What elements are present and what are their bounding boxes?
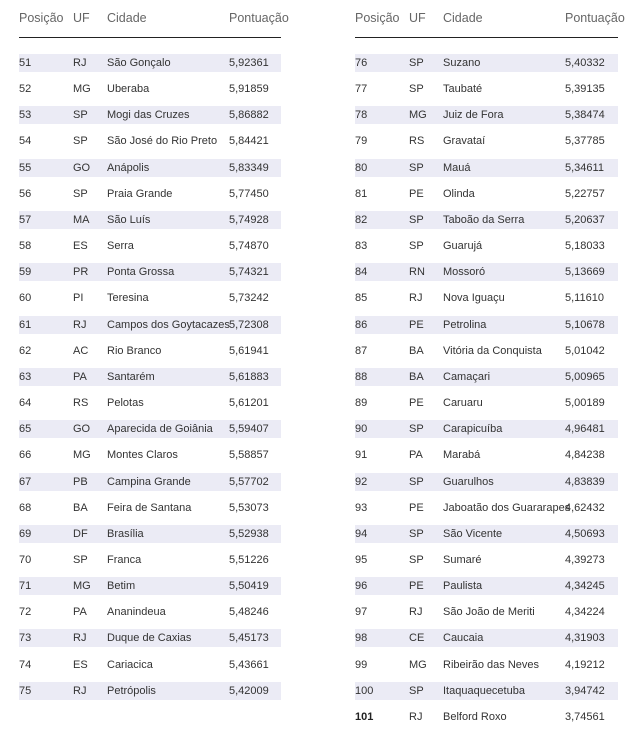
cell-uf: SP <box>409 684 424 697</box>
cell-city: Camaçari <box>443 370 491 383</box>
header-score: Pontuação <box>565 11 625 25</box>
cell-uf: PI <box>73 292 84 305</box>
table-row <box>355 52 618 78</box>
table-row <box>355 340 618 366</box>
cell-uf: DF <box>73 527 88 540</box>
cell-uf: AC <box>73 344 89 357</box>
cell-position: 74 <box>19 658 32 671</box>
cell-score: 5,00965 <box>565 370 605 383</box>
table-row <box>355 627 618 653</box>
cell-uf: SP <box>409 553 424 566</box>
cell-score: 5,74321 <box>229 266 269 279</box>
table-row <box>19 104 281 130</box>
cell-city: Aparecida de Goiânia <box>107 423 213 436</box>
cell-uf: RJ <box>73 684 87 697</box>
header-position: Posição <box>19 11 64 25</box>
cell-score: 4,34224 <box>565 606 605 619</box>
cell-position: 53 <box>19 109 32 122</box>
cell-position: 64 <box>19 397 32 410</box>
cell-score: 5,00189 <box>565 397 605 410</box>
table-row <box>355 418 618 444</box>
cell-position: 72 <box>19 606 32 619</box>
cell-position: 67 <box>19 475 32 488</box>
cell-uf: ES <box>73 658 88 671</box>
cell-position: 98 <box>355 632 368 645</box>
cell-score: 5,48246 <box>229 606 269 619</box>
cell-score: 5,22757 <box>565 187 605 200</box>
cell-position: 57 <box>19 213 32 226</box>
cell-position: 77 <box>355 83 368 96</box>
table-row <box>19 392 281 418</box>
cell-uf: PA <box>73 370 87 383</box>
table-row <box>355 523 618 549</box>
cell-uf: PE <box>409 580 424 593</box>
table-row <box>355 575 618 601</box>
cell-position: 73 <box>19 632 32 645</box>
cell-uf: MG <box>409 109 427 122</box>
cell-position: 100 <box>355 684 374 697</box>
table-header <box>355 0 625 38</box>
cell-city: Mogi das Cruzes <box>107 109 190 122</box>
table-row <box>19 575 281 601</box>
table-row <box>19 680 281 706</box>
cell-score: 5,61883 <box>229 370 269 383</box>
cell-position: 101 <box>355 710 374 723</box>
cell-uf: RJ <box>409 292 423 305</box>
table-row <box>19 444 281 470</box>
cell-position: 97 <box>355 606 368 619</box>
table-row <box>355 157 618 183</box>
cell-score: 5,45173 <box>229 632 269 645</box>
table-row <box>19 523 281 549</box>
cell-uf: MG <box>73 580 91 593</box>
cell-uf: SP <box>409 240 424 253</box>
cell-uf: SP <box>409 161 424 174</box>
cell-score: 4,84238 <box>565 449 605 462</box>
header-position: Posição <box>355 11 400 25</box>
cell-score: 5,59407 <box>229 423 269 436</box>
cell-city: Itaquaquecetuba <box>443 684 525 697</box>
cell-position: 81 <box>355 187 368 200</box>
cell-city: Franca <box>107 553 142 566</box>
cell-score: 4,19212 <box>565 658 605 671</box>
cell-position: 93 <box>355 501 368 514</box>
table-row <box>355 706 618 732</box>
cell-score: 5,91859 <box>229 83 269 96</box>
cell-position: 61 <box>19 318 32 331</box>
ranking-table-left <box>19 0 289 697</box>
table-row <box>355 549 618 575</box>
cell-score: 5,39135 <box>565 83 605 96</box>
cell-position: 95 <box>355 553 368 566</box>
cell-city: São Gonçalo <box>107 57 171 69</box>
cell-uf: PR <box>73 266 89 279</box>
cell-score: 5,86882 <box>229 109 269 122</box>
table-row <box>19 235 281 261</box>
cell-score: 4,34245 <box>565 580 605 593</box>
cell-position: 85 <box>355 292 368 305</box>
cell-position: 60 <box>19 292 32 305</box>
cell-score: 5,92361 <box>229 57 269 69</box>
cell-city: Caruaru <box>443 397 483 410</box>
cell-uf: RS <box>409 135 425 148</box>
table-row <box>355 366 618 392</box>
table-row <box>19 627 281 653</box>
cell-city: Paulista <box>443 580 483 593</box>
cell-position: 51 <box>19 57 32 69</box>
cell-position: 83 <box>355 240 368 253</box>
cell-position: 70 <box>19 553 32 566</box>
cell-position: 69 <box>19 527 32 540</box>
header-uf: UF <box>409 11 426 25</box>
table-row <box>19 130 281 156</box>
cell-uf: SP <box>73 553 88 566</box>
table-row <box>355 444 618 470</box>
cell-city: Marabá <box>443 449 481 462</box>
cell-position: 96 <box>355 580 368 593</box>
table-row <box>19 78 281 104</box>
cell-city: Santarém <box>107 370 155 383</box>
cell-score: 5,37785 <box>565 135 605 148</box>
cell-score: 5,38474 <box>565 109 605 122</box>
cell-score: 5,18033 <box>565 240 605 253</box>
cell-city: São José do Rio Preto <box>107 135 218 148</box>
cell-city: Pelotas <box>107 397 144 410</box>
cell-city: Mossoró <box>443 266 486 279</box>
cell-city: Suzano <box>443 57 481 69</box>
cell-city: São Vicente <box>443 527 503 540</box>
cell-uf: PE <box>409 187 424 200</box>
cell-uf: PE <box>409 318 424 331</box>
cell-city: Campina Grande <box>107 475 191 488</box>
table-row <box>355 314 618 340</box>
cell-score: 5,58857 <box>229 449 269 462</box>
cell-city: Mauá <box>443 161 471 174</box>
cell-score: 5,61201 <box>229 397 269 410</box>
cell-city: Ponta Grossa <box>107 266 175 279</box>
cell-city: Guarujá <box>443 240 483 253</box>
cell-uf: SP <box>409 423 424 436</box>
cell-position: 65 <box>19 423 32 436</box>
table-row <box>355 287 618 313</box>
cell-position: 99 <box>355 658 368 671</box>
cell-position: 68 <box>19 501 32 514</box>
cell-position: 88 <box>355 370 368 383</box>
cell-uf: BA <box>409 344 424 357</box>
cell-score: 4,31903 <box>565 632 605 645</box>
cell-position: 79 <box>355 135 368 148</box>
cell-uf: SP <box>409 57 424 69</box>
cell-position: 63 <box>19 370 32 383</box>
cell-position: 90 <box>355 423 368 436</box>
cell-city: Ananindeua <box>107 606 166 619</box>
table-row <box>355 78 618 104</box>
cell-uf: SP <box>409 527 424 540</box>
cell-position: 66 <box>19 449 32 462</box>
cell-uf: MA <box>73 213 90 226</box>
cell-score: 5,53073 <box>229 501 269 514</box>
cell-score: 5,11610 <box>565 292 604 305</box>
cell-city: Rio Branco <box>107 344 162 357</box>
table-row <box>355 183 618 209</box>
cell-city: Serra <box>107 240 134 253</box>
ranking-table-right <box>355 0 625 723</box>
table-row <box>19 497 281 523</box>
cell-position: 75 <box>19 684 32 697</box>
cell-position: 80 <box>355 161 368 174</box>
cell-position: 54 <box>19 135 32 148</box>
table-row <box>355 601 618 627</box>
cell-uf: BA <box>73 501 88 514</box>
cell-city: Belford Roxo <box>443 710 507 723</box>
cell-score: 5,84421 <box>229 135 269 148</box>
cell-uf: PA <box>409 449 423 462</box>
table-row <box>19 183 281 209</box>
cell-uf: ES <box>73 240 88 253</box>
cell-position: 62 <box>19 344 32 357</box>
cell-uf: RN <box>409 266 425 279</box>
cell-score: 4,39273 <box>565 553 605 566</box>
cell-uf: MG <box>409 658 427 671</box>
table-row <box>19 157 281 183</box>
cell-city: São João de Meriti <box>443 606 535 619</box>
cell-score: 5,77450 <box>229 187 269 200</box>
cell-city: Olinda <box>443 187 475 200</box>
cell-score: 5,74870 <box>229 240 269 253</box>
cell-uf: SP <box>73 109 88 122</box>
cell-position: 71 <box>19 580 32 593</box>
cell-position: 78 <box>355 109 368 122</box>
table-row <box>19 340 281 366</box>
header-city: Cidade <box>443 11 483 25</box>
cell-score: 5,01042 <box>565 344 605 357</box>
cell-city: Petrolina <box>443 318 487 331</box>
cell-score: 5,72308 <box>229 318 269 331</box>
cell-city: Brasília <box>107 527 144 540</box>
table-row <box>19 654 281 680</box>
header-uf: UF <box>73 11 90 25</box>
cell-city: Uberaba <box>107 83 150 96</box>
cell-city: Guarulhos <box>443 475 494 488</box>
cell-city: Cariacica <box>107 658 153 671</box>
cell-uf: SP <box>73 135 88 148</box>
cell-score: 5,57702 <box>229 475 269 488</box>
table-row <box>355 392 618 418</box>
cell-position: 91 <box>355 449 368 462</box>
cell-position: 92 <box>355 475 368 488</box>
cell-score: 4,50693 <box>565 527 605 540</box>
cell-city: São Luís <box>107 213 151 226</box>
cell-city: Caucaia <box>443 632 484 645</box>
table-row <box>19 549 281 575</box>
cell-score: 5,50419 <box>229 580 269 593</box>
table-row <box>19 471 281 497</box>
cell-score: 5,74928 <box>229 213 269 226</box>
cell-city: Teresina <box>107 292 149 305</box>
cell-uf: RJ <box>73 57 87 69</box>
cell-score: 5,73242 <box>229 292 269 305</box>
cell-position: 56 <box>19 187 32 200</box>
cell-score: 5,43661 <box>229 658 269 671</box>
header-city: Cidade <box>107 11 147 25</box>
cell-uf: SP <box>409 213 424 226</box>
cell-city: Taubaté <box>443 83 483 96</box>
cell-city: Duque de Caxias <box>107 632 192 645</box>
table-row <box>355 104 618 130</box>
table-row <box>355 209 618 235</box>
table-body <box>19 52 281 706</box>
table-row <box>19 287 281 313</box>
table-row <box>19 366 281 392</box>
table-row <box>355 497 618 523</box>
cell-city: Vitória da Conquista <box>443 344 542 357</box>
table-row <box>355 680 618 706</box>
cell-position: 94 <box>355 527 368 540</box>
table-row <box>19 601 281 627</box>
table-row <box>355 235 618 261</box>
cell-position: 89 <box>355 397 368 410</box>
cell-uf: CE <box>409 632 425 645</box>
cell-uf: BA <box>409 370 424 383</box>
cell-position: 55 <box>19 161 32 174</box>
cell-city: Nova Iguaçu <box>443 292 505 305</box>
table-row <box>355 471 618 497</box>
cell-uf: RS <box>73 397 89 410</box>
cell-city: Betim <box>107 580 136 593</box>
cell-score: 5,83349 <box>229 161 269 174</box>
cell-score: 3,74561 <box>565 710 605 723</box>
table-header <box>19 0 289 38</box>
table-row <box>19 209 281 235</box>
cell-position: 82 <box>355 213 368 226</box>
cell-city: Montes Claros <box>107 449 178 462</box>
cell-score: 4,96481 <box>565 423 605 436</box>
cell-score: 5,40332 <box>565 57 605 69</box>
table-row <box>19 314 281 340</box>
cell-score: 5,61941 <box>229 344 269 357</box>
cell-uf: PE <box>409 501 424 514</box>
cell-score: 5,42009 <box>229 684 269 697</box>
cell-uf: MG <box>73 83 91 96</box>
cell-position: 58 <box>19 240 32 253</box>
cell-city: Gravataí <box>443 135 486 148</box>
cell-position: 87 <box>355 344 368 357</box>
table-row <box>355 130 618 156</box>
cell-uf: SP <box>409 475 424 488</box>
cell-position: 84 <box>355 266 368 279</box>
cell-position: 52 <box>19 83 32 96</box>
cell-uf: SP <box>409 83 424 96</box>
cell-city: Campos dos Goytacazes <box>107 318 230 331</box>
cell-score: 4,83839 <box>565 475 605 488</box>
cell-uf: RJ <box>409 606 423 619</box>
table-row <box>355 654 618 680</box>
table-row <box>355 261 618 287</box>
cell-score: 5,51226 <box>229 553 269 566</box>
cell-score: 4,62432 <box>565 501 605 514</box>
cell-uf: MG <box>73 449 91 462</box>
cell-uf: RJ <box>73 632 87 645</box>
table-body <box>355 52 618 732</box>
table-row <box>19 418 281 444</box>
cell-city: Feira de Santana <box>107 501 192 514</box>
cell-position: 76 <box>355 57 368 69</box>
cell-city: Anápolis <box>107 161 150 174</box>
cell-score: 5,20637 <box>565 213 605 226</box>
cell-city: Praia Grande <box>107 187 173 200</box>
cell-uf: SP <box>73 187 88 200</box>
cell-city: Jaboatão dos Guararapes <box>443 501 571 514</box>
cell-uf: PB <box>73 475 88 488</box>
header-score: Pontuação <box>229 11 289 25</box>
cell-city: Ribeirão das Neves <box>443 658 539 671</box>
cell-score: 5,34611 <box>565 161 604 174</box>
cell-score: 5,10678 <box>565 318 605 331</box>
cell-score: 3,94742 <box>565 684 605 697</box>
table-row <box>19 52 281 78</box>
cell-position: 86 <box>355 318 368 331</box>
cell-city: Petrópolis <box>107 684 156 697</box>
cell-uf: RJ <box>409 710 423 723</box>
cell-uf: RJ <box>73 318 87 331</box>
cell-city: Juiz de Fora <box>443 109 504 122</box>
cell-uf: GO <box>73 161 91 174</box>
cell-position: 59 <box>19 266 32 279</box>
table-row <box>19 261 281 287</box>
cell-uf: PE <box>409 397 424 410</box>
cell-uf: PA <box>73 606 87 619</box>
cell-uf: GO <box>73 423 91 436</box>
cell-city: Taboão da Serra <box>443 213 525 226</box>
cell-score: 5,52938 <box>229 527 269 540</box>
cell-city: Carapicuíba <box>443 423 503 436</box>
cell-score: 5,13669 <box>565 266 605 279</box>
cell-city: Sumaré <box>443 553 482 566</box>
